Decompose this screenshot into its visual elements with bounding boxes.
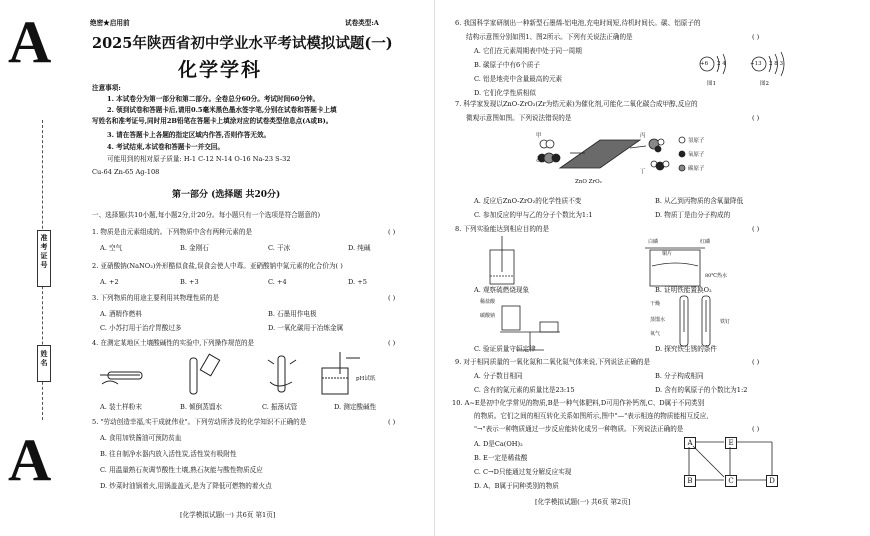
q4-fig-c — [268, 356, 296, 392]
q10-stem-line3: "→"表示一种物质通过一步反应能转化成另一种物质。下列说法正确的是 — [474, 425, 684, 433]
q8-label-white-phosphorus: 白磷 — [648, 239, 659, 245]
confidential-label: 绝密★启用前 — [90, 19, 130, 27]
q1-option-a[interactable]: A. 空气 — [100, 244, 123, 252]
q8-label-iron-nail: 铁钉 — [720, 319, 731, 325]
q2-option-b[interactable]: B. +3 — [180, 278, 199, 286]
q7-option-a[interactable]: A. 反应后ZnO-ZrO₂的化学性质不变 — [474, 197, 582, 205]
q3-option-a[interactable]: A. 酒精作燃料 — [100, 310, 142, 318]
q6-carbon-nucleus: +6 — [700, 61, 709, 67]
name-label: 姓名 — [40, 350, 49, 368]
q8-label-sodium-carbonate: 碳酸钠 — [480, 313, 496, 319]
q6-option-a[interactable]: A. 它们在元素周期表中处于同一周期 — [474, 47, 582, 55]
q6-answer-paren[interactable]: ( ) — [752, 33, 760, 41]
q6-carbon-shells: 2 4 — [717, 61, 726, 67]
q4-option-d[interactable]: D. 测定酸碱性 — [334, 403, 377, 411]
right-page-footer: [化学模拟试题(一) 共6页 第2页] — [535, 498, 631, 506]
q8-label-oxygen: 氧气 — [650, 331, 661, 337]
q10-option-b[interactable]: B. E一定是稀盐酸 — [474, 454, 528, 462]
q3-option-b[interactable]: B. 石墨用作电极 — [268, 310, 317, 318]
name-box — [37, 345, 51, 382]
q8-label-dilute-hcl: 稀盐酸 — [480, 299, 496, 305]
q10-node-d: D — [766, 475, 778, 487]
q2-stem: 2. 亚硝酸钠(NaNO₂)外形酷似食盐,误食会使人中毒。亚硝酸钠中氮元素的化合价为( ) — [92, 262, 343, 270]
q9-stem: 9. 对于相同质量的一氧化氮和二氧化氮气体来说,下列说法正确的是 — [455, 358, 651, 366]
exam-number-label: 准考证号 — [40, 234, 49, 270]
section-intro: 一、选择题(共10小题,每小题2分,计20分。每小题只有一个选项是符合题意的) — [92, 211, 321, 219]
q8-option-d[interactable]: D. 探究铁生锈的条件 — [655, 345, 717, 353]
part1-title: 第一部分 (选择题 共20分) — [172, 190, 281, 200]
q2-option-d[interactable]: D. +5 — [348, 278, 367, 286]
atomic-mass-line1: 可能用到的相对原子质量: H-1 C-12 N-14 O-16 Na-23 S-32 — [107, 155, 291, 163]
note-3: 3. 请在答题卡上各题的指定区域内作答,否则作答无效。 — [107, 131, 271, 139]
atomic-mass-line2: Cu-64 Zn-65 Ag-108 — [92, 168, 160, 176]
q7-legend-oxygen: 氧原子 — [688, 152, 705, 158]
q7-label-ding: 丁 — [640, 169, 646, 175]
note-2b: 写姓名和准考证号,同时用2B铅笔在答题卡上填涂对应的试卷类型信息点(A或B)。 — [92, 117, 333, 125]
note-1: 1. 本试卷分为第一部分和第二部分。全卷总分60分。考试时间60分钟。 — [107, 95, 320, 103]
q10-node-a: A — [684, 437, 696, 449]
q1-stem: 1. 物质是由元素组成的。下列物质中含有两种元素的是 — [92, 228, 253, 236]
q3-option-d[interactable]: D. 一氧化碳用于冶炼金属 — [268, 324, 344, 332]
q10-answer-paren[interactable]: ( ) — [752, 425, 760, 433]
q8-figures — [480, 236, 770, 356]
q9-option-b[interactable]: B. 分子构成相同 — [655, 372, 704, 380]
q7-answer-paren[interactable]: ( ) — [752, 114, 760, 122]
q6-stem-line1: 6. 我国科学家研制出一种新型石墨烯-铝电池,充电时间短,待机时间长。碳、铝原子的 — [455, 19, 701, 27]
q6-aluminum-shells: 2 8 3 — [769, 61, 783, 67]
q5-option-c[interactable]: C. 用温量熟石灰调节酸性土壤,熟石灰能与酸性物质反应 — [100, 466, 263, 474]
exam-number-box — [37, 230, 51, 287]
q3-answer-paren[interactable]: ( ) — [388, 294, 396, 302]
q7-label-jia: 甲 — [536, 133, 542, 139]
q5-option-d[interactable]: D. 炒菜时油锅着火,用锅盖盖灭,是为了降低可燃物的着火点 — [100, 482, 272, 490]
paper-type-letter-bottom: A — [8, 427, 52, 493]
note-4: 4. 考试结束,本试卷和答题卡一并交回。 — [107, 143, 224, 151]
q9-option-d[interactable]: D. 含有的氧原子的个数比为1:2 — [655, 386, 748, 394]
q9-option-a[interactable]: A. 分子数目相同 — [474, 372, 523, 380]
q8-label-red-phosphorus: 红磷 — [700, 239, 711, 245]
q6-aluminum-nucleus: +13 — [750, 61, 762, 67]
paper-type-label: 试卷类型:A — [345, 19, 379, 27]
q7-reaction-diagram — [530, 128, 700, 190]
q1-option-c[interactable]: C. 干冰 — [268, 244, 291, 252]
q6-stem-line2: 结构示意图分别如图1、图2所示。下列有关说法正确的是 — [466, 33, 633, 41]
q8-label-dry: 干燥 — [650, 301, 661, 307]
q9-option-c[interactable]: C. 含有的氮元素的质量比是23:15 — [474, 386, 575, 394]
q8-answer-paren[interactable]: ( ) — [752, 225, 760, 233]
left-page-footer: [化学模拟试题(一) 共6页 第1页] — [180, 511, 276, 519]
q1-option-d[interactable]: D. 纯碱 — [348, 244, 371, 252]
q6-fig1-label: 图1 — [707, 81, 716, 87]
q10-node-e: E — [725, 437, 737, 449]
q7-legend-carbon: 碳原子 — [688, 166, 705, 172]
q4-figures — [100, 352, 390, 400]
q10-node-c: C — [725, 475, 737, 487]
q4-ph-paper-label: pH试纸 — [356, 376, 376, 382]
q7-option-c[interactable]: C. 参加反应的甲与乙的分子个数比为1:1 — [474, 211, 593, 219]
paper-type-letter-top: A — [8, 9, 52, 75]
q10-option-a[interactable]: A. D是Ca(OH)₂ — [474, 440, 523, 448]
q5-stem: 5. "劳动创造幸福,实干成就伟业"。下列劳动所涉及的化学知识不正确的是 — [92, 418, 307, 426]
q4-answer-paren[interactable]: ( ) — [388, 339, 396, 347]
exam-title: 2025年陕西省初中学业水平考试模拟试题(一) — [92, 35, 393, 52]
q7-label-bing: 丙 — [640, 133, 646, 139]
note-2a: 2. 领到试卷和答题卡后,请用0.5毫米黑色墨水签字笔,分别在试卷和答题卡上填 — [107, 106, 337, 114]
q8-label-hot-water: 80℃热水 — [705, 273, 727, 279]
q7-stem-line2: 微观示意图如图。下列说法错误的是 — [466, 114, 572, 122]
q5-option-a[interactable]: A. 食用加铁酱油可预防贫血 — [100, 434, 182, 442]
notes-title: 注意事项: — [92, 84, 121, 92]
q4-option-c[interactable]: C. 振荡试管 — [262, 403, 298, 411]
q2-option-a[interactable]: A. +2 — [100, 278, 119, 286]
q8-label-copper-sheet: 铜片 — [662, 251, 673, 257]
q2-option-c[interactable]: C. +4 — [268, 278, 287, 286]
q6-option-b[interactable]: B. 碳原子中有6个质子 — [474, 61, 540, 69]
q3-option-c[interactable]: C. 小苏打用于治疗胃酸过多 — [100, 324, 182, 332]
q4-fig-b — [190, 354, 220, 394]
q5-answer-paren[interactable]: ( ) — [388, 418, 396, 426]
q4-fig-a — [100, 372, 142, 384]
q10-option-c[interactable]: C. C→D只能通过复分解反应实现 — [474, 468, 572, 476]
q1-answer-paren[interactable]: ( ) — [388, 228, 396, 236]
q1-option-b[interactable]: B. 金刚石 — [180, 244, 209, 252]
q8-option-a[interactable]: A. 观察硫燃烧现象 — [474, 286, 530, 294]
q4-option-b[interactable]: B. 倾倒蒸馏水 — [180, 403, 223, 411]
q8-stem: 8. 下列实验能达到相应目的的是 — [455, 225, 550, 233]
q6-option-d[interactable]: D. 它们化学性质相似 — [474, 89, 536, 97]
q7-stem-line1: 7. 科学家发现以ZnO-ZrO₂(Zr为锆元素)为催化剂,可能化二氧化碳合成甲醇,反应的 — [455, 100, 698, 108]
q9-answer-paren[interactable]: ( ) — [752, 358, 760, 366]
q10-node-b: B — [684, 475, 696, 487]
q6-option-c[interactable]: C. 铝是地壳中含量最高的元素 — [474, 75, 563, 83]
q10-stem-line2: 的物质。它们之间的相互转化关系如图所示,图中"—"表示相连的物质能相互反应, — [474, 412, 709, 420]
subject-title: 化学学科 — [178, 59, 263, 81]
q8-option-c[interactable]: C. 验证质量守恒定律 — [474, 345, 536, 353]
q7-option-d[interactable]: D. 物质丁是由分子构成的 — [655, 211, 731, 219]
q8-label-distilled-water: 蒸馏水 — [650, 317, 666, 323]
q4-option-a[interactable]: A. 装土样粉末 — [100, 403, 142, 411]
q4-stem: 4. 在测定某地区土壤酸碱性的实验中,下列操作规范的是 — [92, 339, 255, 347]
q10-option-d[interactable]: D. A、B属于同种类别的物质 — [474, 482, 559, 490]
q8-option-b[interactable]: B. 证明铁能置换O₂ — [655, 286, 712, 294]
q7-catalyst-label: ZnO ZrO₂ — [575, 179, 602, 185]
q6-fig2-label: 图2 — [760, 81, 769, 87]
q3-stem: 3. 下列物质的用途主要利用其物理性质的是 — [92, 294, 220, 302]
q10-stem-line1: 10. A~E是初中化学常见的物质,B是一种气体肥料,D可用作补钙剂,C、D属于不同类别 — [452, 399, 705, 407]
q4-fig-d — [322, 352, 360, 394]
q7-legend-hydrogen: 氢原子 — [688, 138, 705, 144]
q7-label-yi: 乙 — [536, 157, 542, 163]
q5-option-b[interactable]: B. 往自制净水器内放入活性炭,活性炭有吸附性 — [100, 450, 237, 458]
q7-option-b[interactable]: B. 从乙到丙物质的含氧量降低 — [655, 197, 744, 205]
